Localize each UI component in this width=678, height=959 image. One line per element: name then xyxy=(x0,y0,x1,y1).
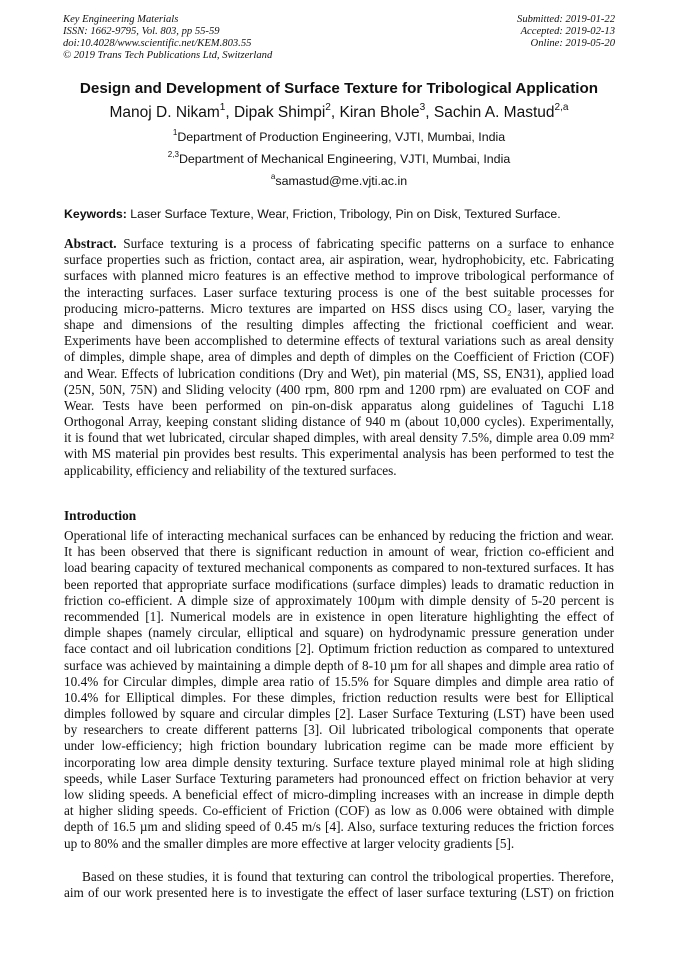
sep: , xyxy=(425,104,434,121)
text-line: friction co-efficient. A dimple size of approximately 100µm with dimple density of 5-20 percent is xyxy=(64,592,614,608)
text-line: 10.4% for Circular dimples, dimple area ratio of 15.5% for Square dimples and dimple area ratio of xyxy=(64,673,614,689)
text-line: it is found that wet lubricated, circular shaped dimples, with areal density 7.5%, dimple area 0.09 mm² xyxy=(64,430,614,446)
text-line: been reported that appropriate surface modifications (surface dimples) leads to dramatic reduction in xyxy=(64,576,614,592)
affiliation xyxy=(0,152,678,166)
doi: doi:10.4028/www.scientific.net/KEM.803.55 xyxy=(63,38,252,49)
author-sup: 3 xyxy=(419,102,426,113)
journal-info xyxy=(63,14,272,62)
text-line: producing micro-patterns. Micro textures are imparted on HSS discs using CO₂ laser, varying the xyxy=(64,300,614,316)
text-line: surface properties such as friction, contact area, air aspiration, wear, hydrophobicity, etc. Fabricating xyxy=(64,252,614,268)
text-line: at higher sliding speeds. Co-efficient of Friction (COF) as low as 0.006 were obtained with dimple xyxy=(64,803,614,819)
text-line: applicability, efficiency and reliability of the textured surfaces. xyxy=(64,462,397,478)
author-name: Manoj D. Nikam xyxy=(109,104,220,121)
sep: , xyxy=(225,104,234,121)
submitted-date: Submitted: 2019-01-22 xyxy=(517,14,615,25)
abstract xyxy=(64,236,614,479)
affiliation-text: Department of Production Engineering, VJTI, Mumbai, India xyxy=(177,130,506,144)
keywords xyxy=(64,207,561,221)
author-sup: 1 xyxy=(219,102,226,113)
author-sup: 2 xyxy=(325,102,331,113)
affiliation-sup: 2,3 xyxy=(167,150,179,159)
authors xyxy=(0,104,678,122)
text-line: of dimples, dimple shape, area of dimples and depth of dimples on the Coefficient of Friction (COF) xyxy=(64,349,614,365)
text-line: the interacting surfaces. Laser surface texturing process is one of the best suitable processes for xyxy=(64,284,614,300)
author xyxy=(434,104,569,121)
author-sup: 2,a xyxy=(554,102,569,113)
text-line: and Wear. Effects of lubrication conditions (Dry and Wet), pin material (MS, SS, EN31), applied load xyxy=(64,365,614,381)
text-line xyxy=(64,236,614,252)
text-line: up to 80% and the smaller dimples are more effective at larger velocity gradients [5]. xyxy=(64,835,515,851)
section-heading-introduction: Introduction xyxy=(64,508,137,523)
text-line: dimple shapes (namely circular, elliptical and square) on hydrodynamic pressure generation under xyxy=(64,625,614,641)
text-line: load bearing capacity of textured mechanical components as compared to non-textured surfaces. It has xyxy=(64,560,614,576)
email-sup: a xyxy=(270,172,276,181)
text-line: Operational life of interacting mechanical surfaces can be enhanced by reducing the friction and wear. xyxy=(64,528,614,543)
text-line: speeds, while Laser Surface Texturing parameters had pronounced effect on friction behavior at very xyxy=(64,770,614,786)
text-line: by researchers to create different patterns [3]. Oil lubricated tribological components that operate xyxy=(64,722,614,738)
text-line: surfaces with planned micro features is an effective method to improve tribological performance of xyxy=(64,268,614,284)
text-line: 10.4% for Elliptical dimples. For these dimples, friction reduction results were best for Elliptical xyxy=(64,689,614,705)
author xyxy=(340,104,434,121)
text-line: incorporating low area dimple density texturing. Surface texture played minimal role at high sliding xyxy=(64,754,614,770)
text-line: It has been observed that there is significant reduction in amount of wear, friction co-efficient and xyxy=(64,544,614,560)
affiliation-sup: 1 xyxy=(172,128,178,137)
text-line: recommended [1]. Numerical models are in existence in open literature highlighting the effect of xyxy=(64,608,614,624)
text-line: with MS material pin provides best results. This experimental analysis has been performed to test the xyxy=(64,446,614,462)
abstract-text: Surface texturing is a process of fabricating specific patterns on a surface to enhance xyxy=(116,236,614,251)
author-name: Dipak Shimpi xyxy=(233,104,326,121)
text-line: low sliding speeds. A beneficial effect of micro-dimpling increases with an increase in dimple depth xyxy=(64,787,614,802)
author-name: Sachin A. Mastud xyxy=(433,104,555,121)
text-line: Orthogonal Array, keeping constant sliding distance of 940 m (about 10,000 cycles). Experimentally, xyxy=(64,414,614,430)
journal-name: Key Engineering Materials xyxy=(63,14,179,25)
text-line: Based on these studies, it is found that texturing can control the tribological properties. Therefore, xyxy=(82,869,614,884)
text-line: surface was achieved by maintaining a dimple depth of 8-10 µm for all shapes and dimple area ratio of xyxy=(64,657,614,673)
email-text[interactable]: samastud@me.vjti.ac.in xyxy=(275,174,408,188)
abstract-label: Abstract. xyxy=(64,236,117,251)
text-line: dimples followed by square and circular dimples [2]. Laser Surface Texturing (LST) have been used xyxy=(64,706,614,722)
online-date: Online: 2019-05-20 xyxy=(530,38,615,49)
text-line: Experiments have been accomplished to determine effects of textural variations such as areal density xyxy=(64,333,614,349)
dates xyxy=(517,14,615,50)
intro-paragraph-2 xyxy=(64,869,614,901)
keywords-label: Keywords: xyxy=(64,207,127,221)
sep: , xyxy=(330,104,340,121)
paper-title: Design and Development of Surface Texture for Tribological Application xyxy=(79,80,599,97)
keywords-text: Laser Surface Texture, Wear, Friction, Tribology, Pin on Disk, Textured Surface. xyxy=(126,207,561,221)
author-name: Kiran Bhole xyxy=(339,104,420,121)
accepted-date: Accepted: 2019-02-13 xyxy=(520,26,615,37)
text-line: Wear. Tests have been performed on pin-on-disk apparatus along guidelines of Taguchi L18 xyxy=(64,397,614,413)
text-line: under low-efficiency; high friction boundary lubrication regime can be made more efficient by xyxy=(64,738,614,754)
text-line: shape and dimensions of the resulting dimples affecting the frictional coefficient and wear. xyxy=(64,316,614,332)
affiliation-text: Department of Mechanical Engineering, VJTI, Mumbai, India xyxy=(178,152,511,166)
email xyxy=(0,174,678,188)
author xyxy=(109,104,233,121)
text-line: depth of 16.5 µm and sliding speed of 0.45 m/s [4]. Also, surface texturing reduces the friction forces xyxy=(64,819,614,835)
copyright: © 2019 Trans Tech Publications Ltd, Switzerland xyxy=(63,50,273,61)
author xyxy=(234,104,340,121)
text-line: face contact and oil lubrication conditions [2]. Optimum friction reduction as compared to untextured xyxy=(64,641,614,657)
issn: ISSN: 1662-9795, Vol. 803, pp 55-59 xyxy=(63,26,220,37)
text-line: aim of our work presented here is to investigate the effect of laser surface texturing (LST) on friction xyxy=(64,885,614,901)
text-line: (25N, 50N, 75N) and Sliding velocity (400 rpm, 800 rpm and 1200 rpm) are evaluated on COF and xyxy=(64,381,614,397)
intro-paragraph-1 xyxy=(64,528,614,852)
affiliation xyxy=(0,130,678,144)
